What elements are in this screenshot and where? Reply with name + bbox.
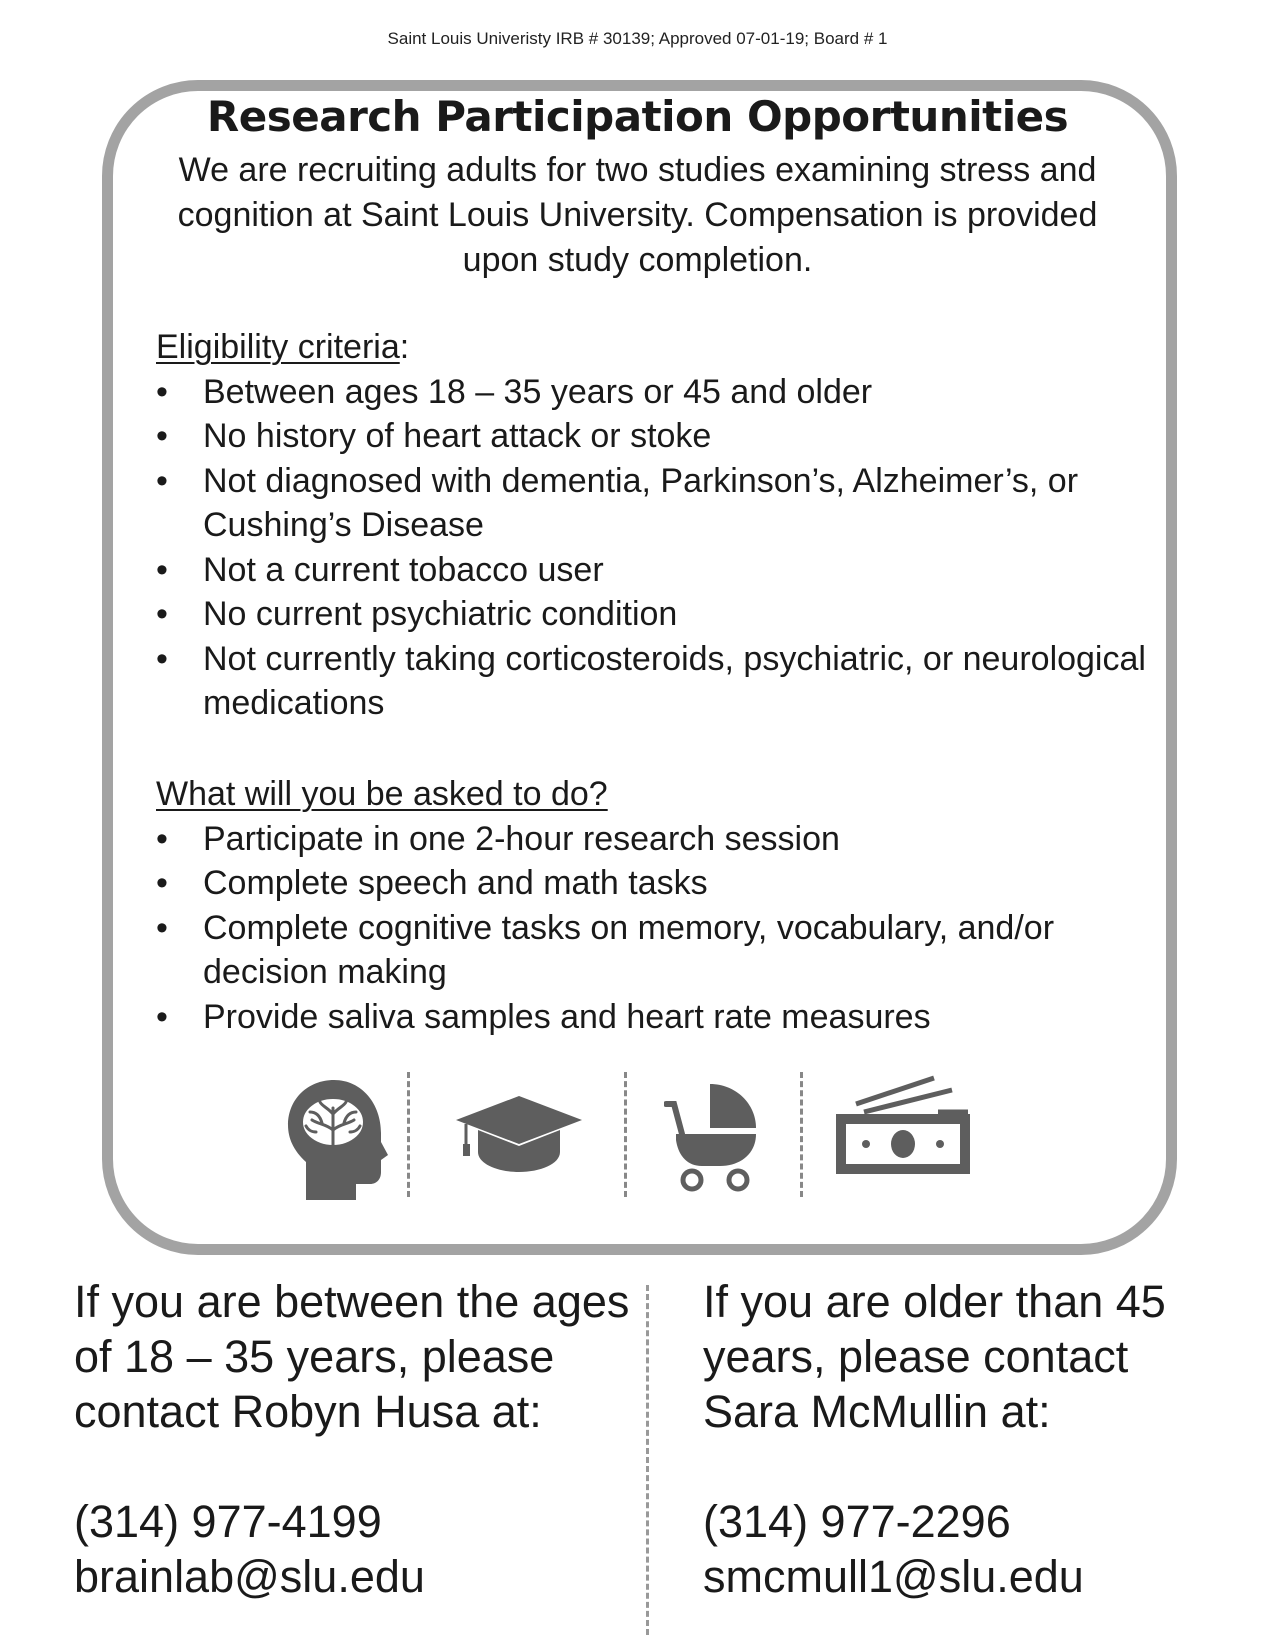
list-item: [156, 414, 1156, 459]
eligibility-heading-text: Eligibility criteria: [156, 328, 400, 366]
list-item-text: Participate in one 2-hour research session: [203, 819, 840, 858]
brain-head-icon: [286, 1078, 390, 1202]
list-item: [156, 548, 1156, 593]
list-item: [156, 861, 1156, 906]
bullet: •: [156, 550, 168, 589]
list-item: [156, 817, 1156, 862]
list-item: [156, 637, 1156, 726]
graduation-cap-icon: [454, 1094, 584, 1174]
baby-stroller-icon: [664, 1082, 762, 1194]
contact-older-line1: If you are older than 45: [703, 1276, 1166, 1327]
list-item: [156, 459, 1156, 548]
eligibility-heading: [156, 325, 1156, 370]
money-bills-icon: [834, 1072, 974, 1176]
bullet: •: [156, 461, 168, 500]
list-item-text: Not currently taking corticosteroids, psychiatric, or neurological medications: [203, 639, 1146, 722]
bullet: •: [156, 819, 168, 858]
contact-young: [74, 1274, 654, 1604]
bullet: •: [156, 864, 168, 902]
list-item-text: Not diagnosed with dementia, Parkinson’s, Alzheimer’s, or Cushing’s Disease: [203, 461, 1079, 544]
list-item: [156, 370, 1156, 415]
contact-divider: [646, 1285, 649, 1635]
contact-older-line2: years, please contact: [703, 1331, 1129, 1382]
icon-divider: [407, 1072, 410, 1197]
list-item-text: Not a current tobacco user: [203, 550, 604, 589]
contact-young-line2: of 18 – 35 years, please: [74, 1331, 555, 1382]
contact-young-email: brainlab@slu.edu: [74, 1551, 425, 1602]
tasks-heading-text: What will you be asked to do?: [156, 775, 608, 813]
list-item-text: Provide saliva samples and heart rate measures: [203, 997, 931, 1036]
irb-approval-line: Saint Louis Univeristy IRB # 30139; Approved 07-01-19; Board # 1: [387, 29, 888, 48]
contact-young-line3: contact Robyn Husa at:: [74, 1386, 542, 1437]
contact-older-email: smcmull1@slu.edu: [703, 1551, 1084, 1602]
bullet: •: [156, 639, 168, 678]
flyer-title: Research Participation Opportunities: [206, 92, 1069, 141]
icon-row: [282, 1072, 1022, 1222]
bullet: •: [156, 372, 168, 411]
bullet: •: [156, 595, 168, 633]
list-item: [156, 592, 1156, 637]
icon-divider: [800, 1072, 803, 1197]
contact-young-phone: (314) 977-4199: [74, 1496, 382, 1547]
tasks-heading: [156, 772, 1156, 817]
contact-older-line3: Sara McMullin at:: [703, 1386, 1051, 1437]
list-item-text: Between ages 18 – 35 years or 45 and older: [203, 372, 873, 411]
icon-divider: [624, 1072, 627, 1197]
bullet: •: [156, 997, 168, 1036]
list-item-text: No history of heart attack or stoke: [203, 417, 712, 455]
contact-young-line1: If you are between the ages: [74, 1276, 630, 1327]
list-item-text: Complete speech and math tasks: [203, 864, 708, 902]
bullet: •: [156, 417, 168, 455]
tasks-section: [156, 772, 1156, 1039]
bullet: •: [156, 908, 168, 947]
contact-older: [703, 1274, 1263, 1604]
list-item-text: Complete cognitive tasks on memory, vocabulary, and/or decision making: [203, 908, 1055, 991]
eligibility-section: [156, 325, 1156, 726]
contact-older-phone: (314) 977-2296: [703, 1496, 1011, 1547]
eligibility-list: [156, 370, 1156, 726]
intro-paragraph: We are recruiting adults for two studies examining stress and cognition at Saint Louis University. Compensation is provided upon study completion.: [177, 151, 1098, 279]
eligibility-heading-colon: :: [399, 328, 410, 366]
list-item: [156, 995, 1156, 1040]
tasks-list: [156, 817, 1156, 1040]
list-item-text: No current psychiatric condition: [203, 595, 678, 633]
list-item: [156, 906, 1156, 995]
